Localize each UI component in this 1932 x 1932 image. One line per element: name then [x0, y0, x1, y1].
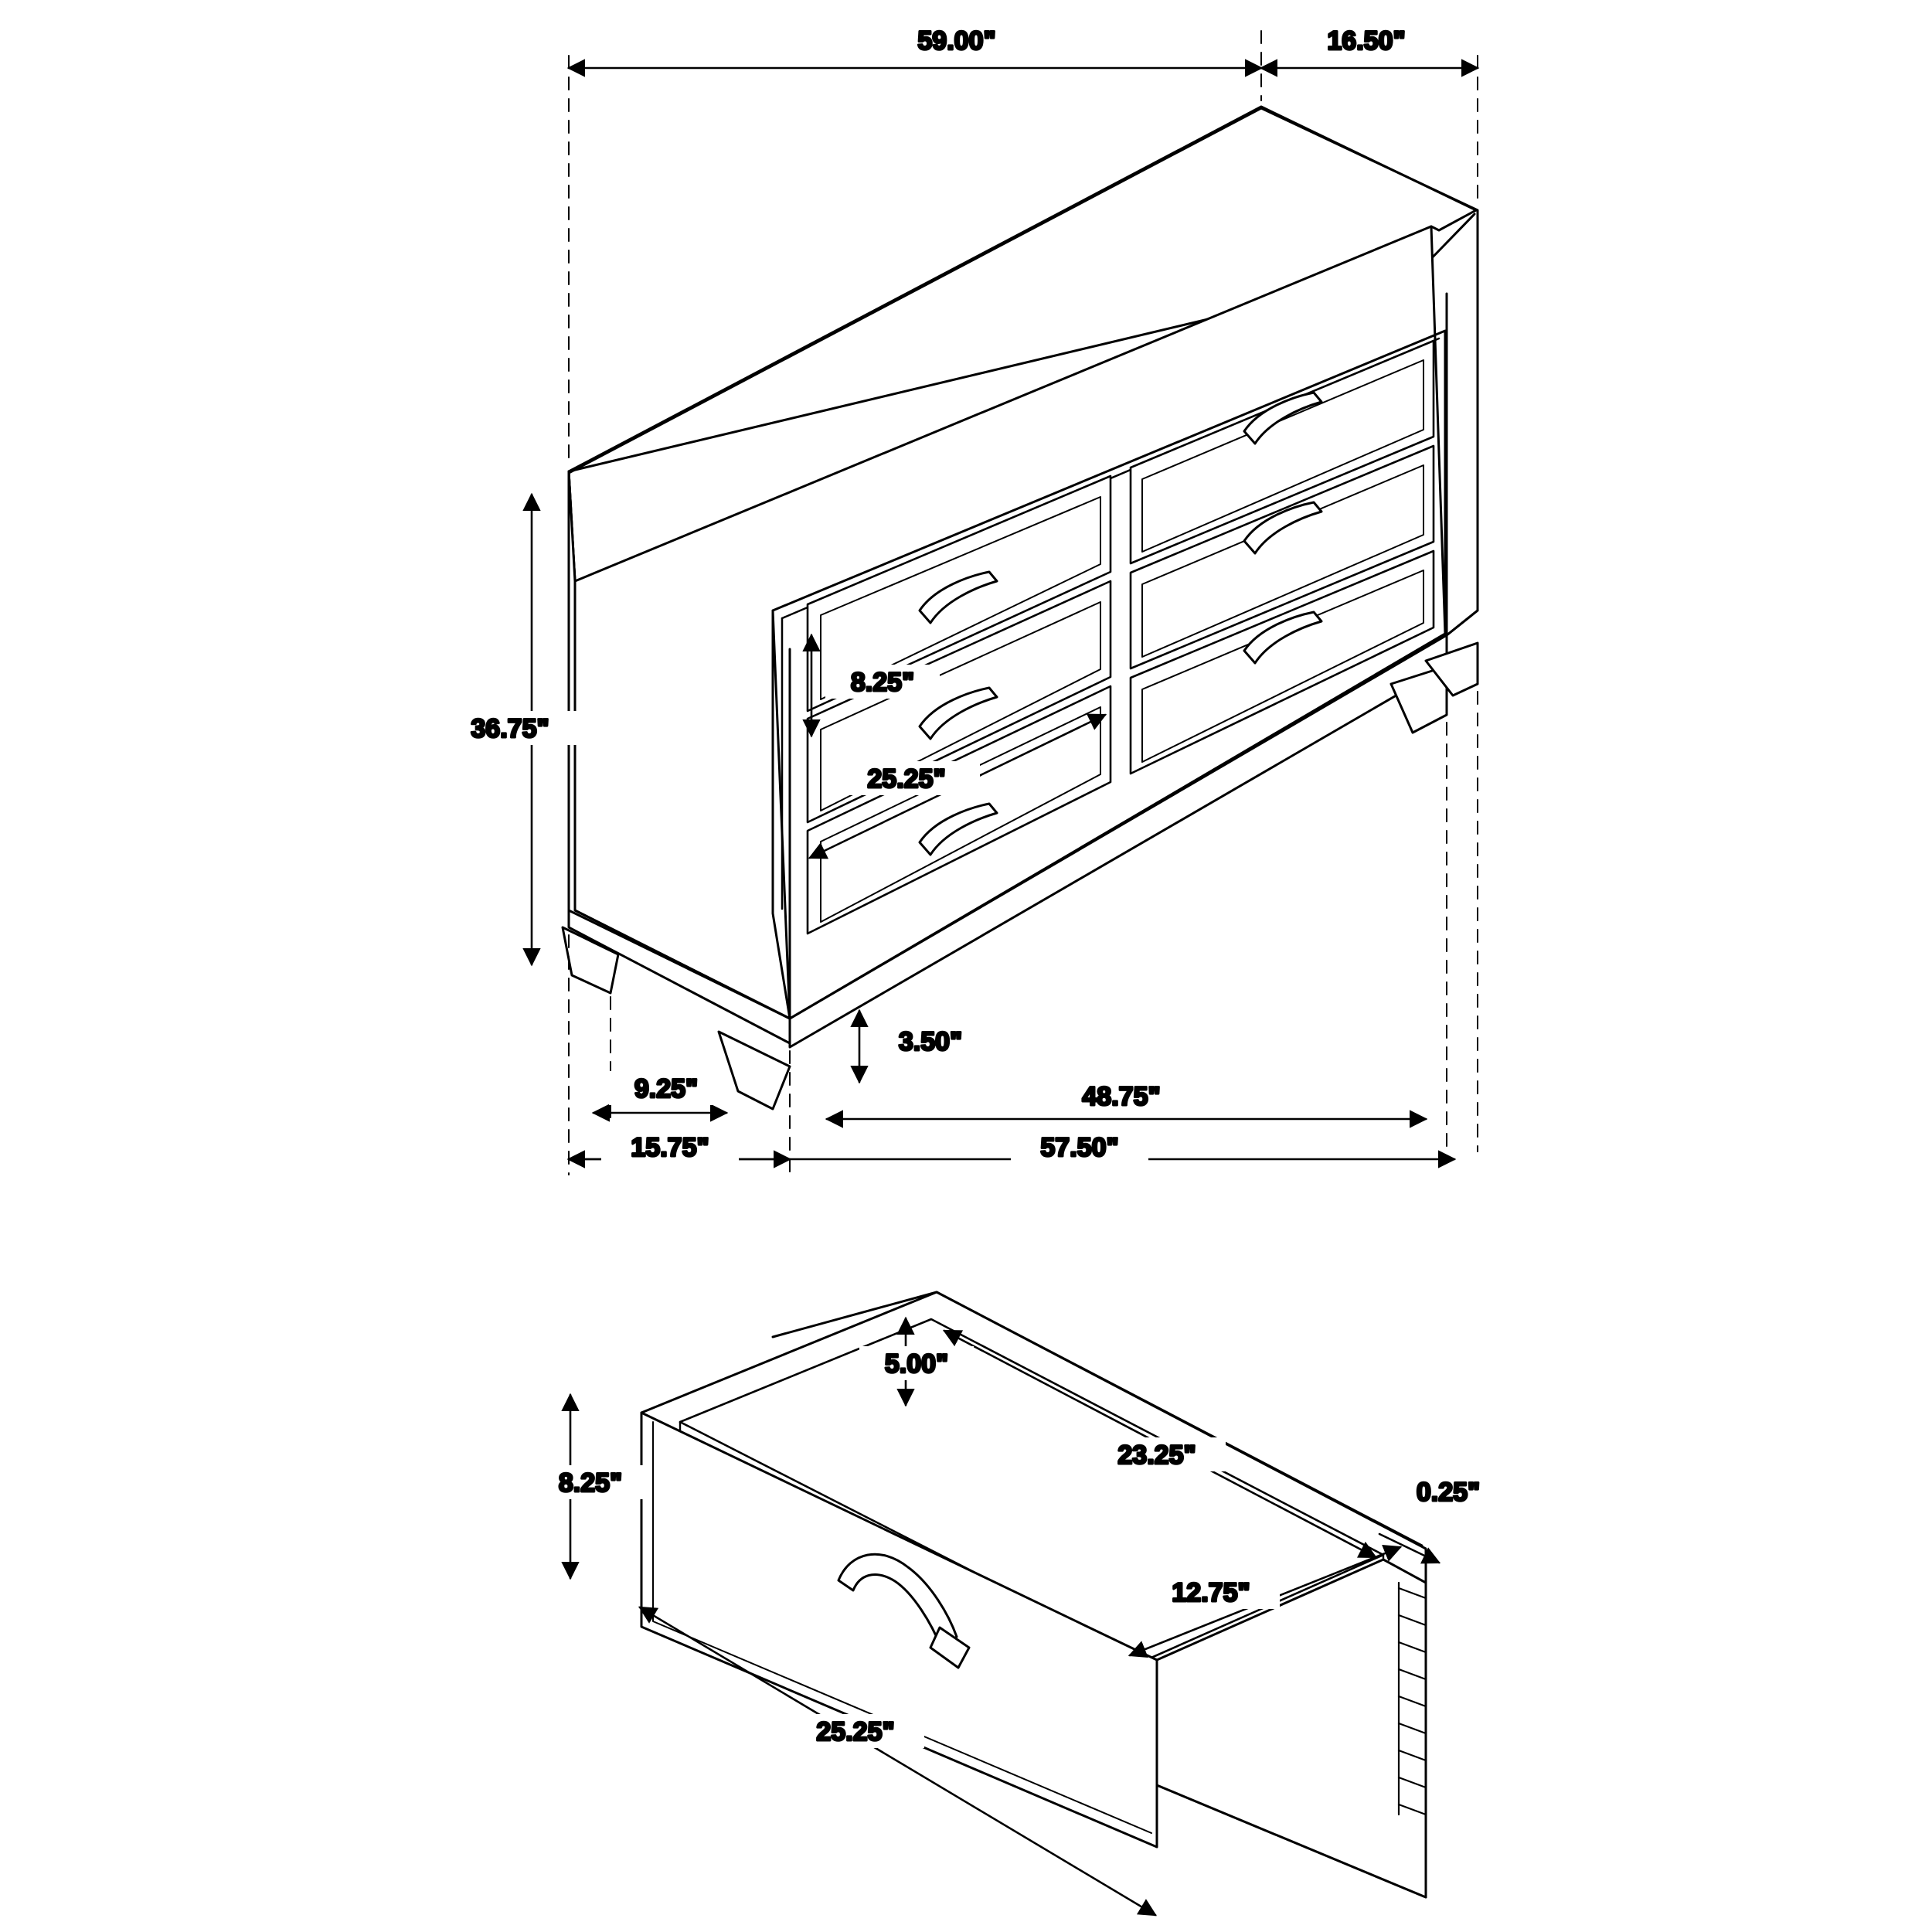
label-overall-width: 59.00": [917, 26, 996, 56]
label-drawer-interior-length: 23.25": [1117, 1440, 1196, 1470]
label-drawer-face-width: 25.25": [867, 764, 946, 794]
label-base-width: 57.50": [1040, 1133, 1119, 1162]
dresser-isometric-view: [439, 23, 1478, 1175]
label-leg-span-width: 48.75": [1082, 1082, 1161, 1111]
label-leg-height: 3.50": [898, 1027, 963, 1056]
label-drawer-side-thickness: 0.25": [1416, 1478, 1481, 1507]
label-drawer-interior-depth: 5.00": [884, 1349, 949, 1379]
drawer-detail-view: [533, 1292, 1505, 1915]
label-base-depth: 15.75": [631, 1133, 709, 1162]
label-overall-depth: 16.50": [1327, 26, 1406, 56]
label-drawer-overall-height: 8.25": [558, 1468, 623, 1498]
label-drawer-interior-width: 12.75": [1172, 1578, 1250, 1607]
label-leg-inset-depth: 9.25": [634, 1074, 699, 1104]
label-drawer-overall-width: 25.25": [816, 1717, 895, 1747]
label-drawer-face-height: 8.25": [850, 668, 915, 697]
leg-front-left: [719, 1032, 790, 1109]
label-overall-height: 36.75": [471, 714, 549, 743]
